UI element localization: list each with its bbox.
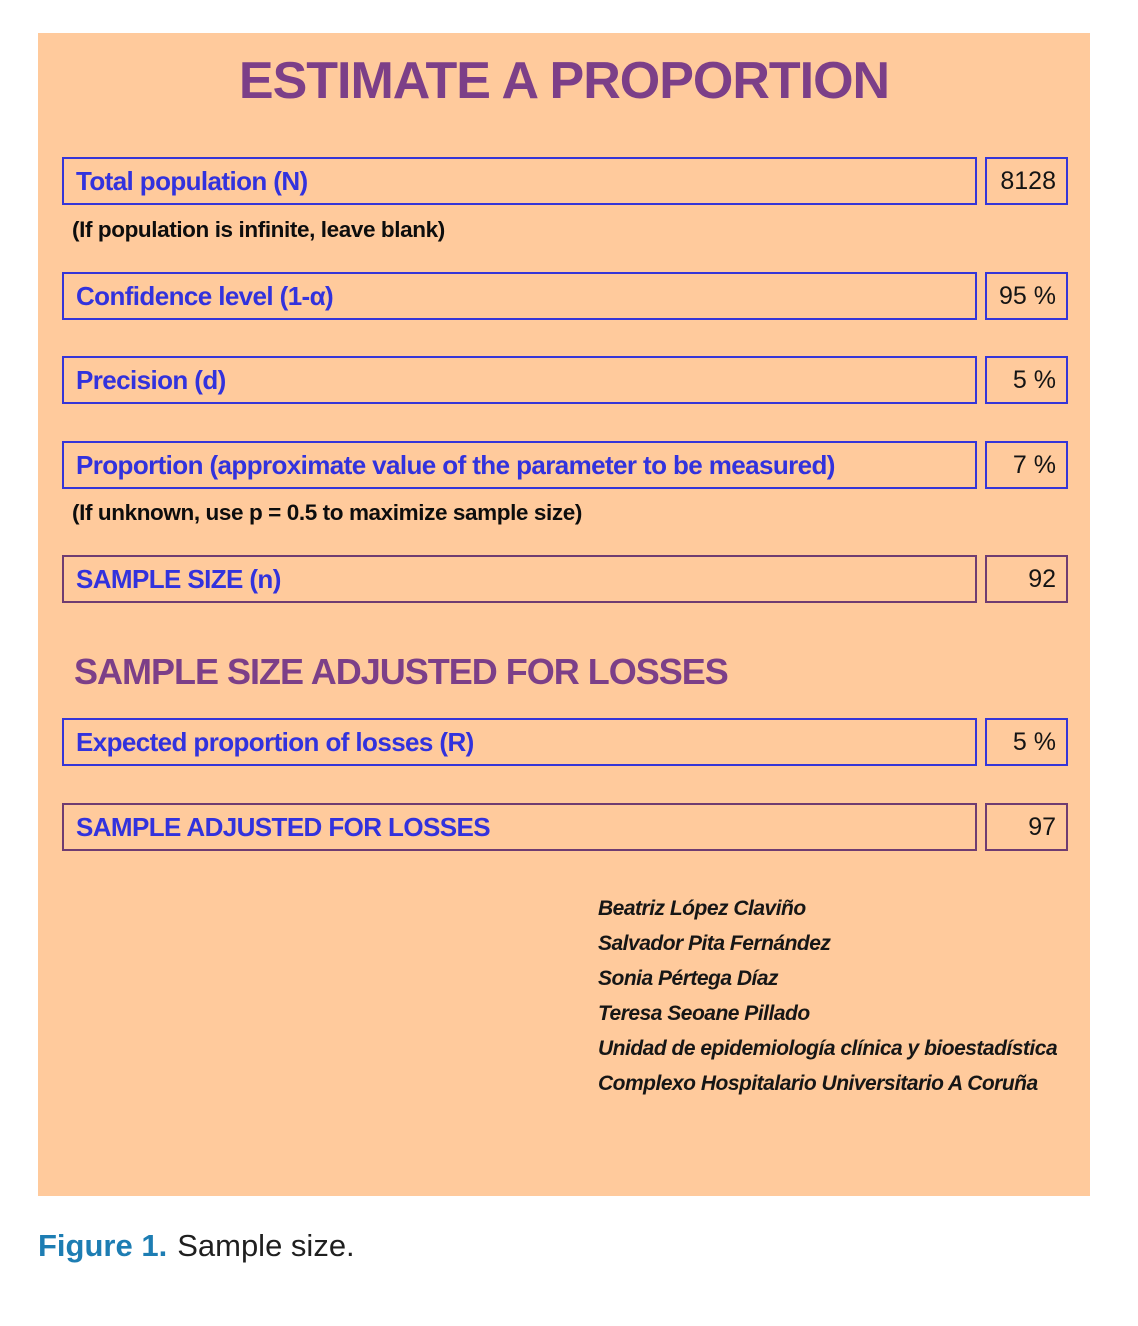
precision-label: Precision (d)	[62, 356, 977, 404]
calculator-panel	[38, 33, 1090, 1196]
field-row-precision	[62, 356, 1068, 404]
credit-line: Salvador Pita Fernández	[598, 932, 831, 955]
figure-caption-text: Sample size.	[177, 1228, 355, 1263]
sample-size-label: SAMPLE SIZE (n)	[62, 555, 977, 603]
credit-line: Teresa Seoane Pillado	[598, 1002, 810, 1025]
precision-input[interactable]: 5 %	[985, 356, 1068, 404]
field-row-expected-losses	[62, 718, 1068, 766]
proportion-label: Proportion (approximate value of the parameter to be measured)	[62, 441, 977, 489]
confidence-level-input[interactable]: 95 %	[985, 272, 1068, 320]
credit-line: Unidad de epidemiología clínica y bioestadística	[598, 1037, 1058, 1060]
field-row-confidence-level	[62, 272, 1068, 320]
figure-caption-label: Figure 1.	[38, 1228, 168, 1263]
page-title: ESTIMATE A PROPORTION	[238, 52, 890, 110]
field-row-proportion	[62, 441, 1068, 489]
figure-caption	[38, 1228, 355, 1264]
proportion-note: (If unknown, use p = 0.5 to maximize sample size)	[72, 500, 582, 525]
field-row-total-population	[62, 157, 1068, 205]
section-heading-adjusted-for-losses: SAMPLE SIZE ADJUSTED FOR LOSSES	[74, 651, 728, 692]
sample-adjusted-label: SAMPLE ADJUSTED FOR LOSSES	[62, 803, 977, 851]
field-row-sample-adjusted	[62, 803, 1068, 851]
credits-block	[598, 891, 1057, 1101]
expected-losses-label: Expected proportion of losses (R)	[62, 718, 977, 766]
credit-line: Beatriz López Claviño	[598, 897, 806, 920]
sample-size-value: 92	[985, 555, 1068, 603]
total-population-note: (If population is infinite, leave blank)	[72, 217, 445, 242]
confidence-level-label: Confidence level (1-α)	[62, 272, 977, 320]
proportion-input[interactable]: 7 %	[985, 441, 1068, 489]
sample-adjusted-value: 97	[985, 803, 1068, 851]
credit-line: Sonia Pértega Díaz	[598, 967, 779, 990]
field-row-sample-size	[62, 555, 1068, 603]
total-population-label: Total population (N)	[62, 157, 977, 205]
expected-losses-input[interactable]: 5 %	[985, 718, 1068, 766]
total-population-input[interactable]: 8128	[985, 157, 1068, 205]
credit-line: Complexo Hospitalario Universitario A Coruña	[598, 1072, 1038, 1095]
